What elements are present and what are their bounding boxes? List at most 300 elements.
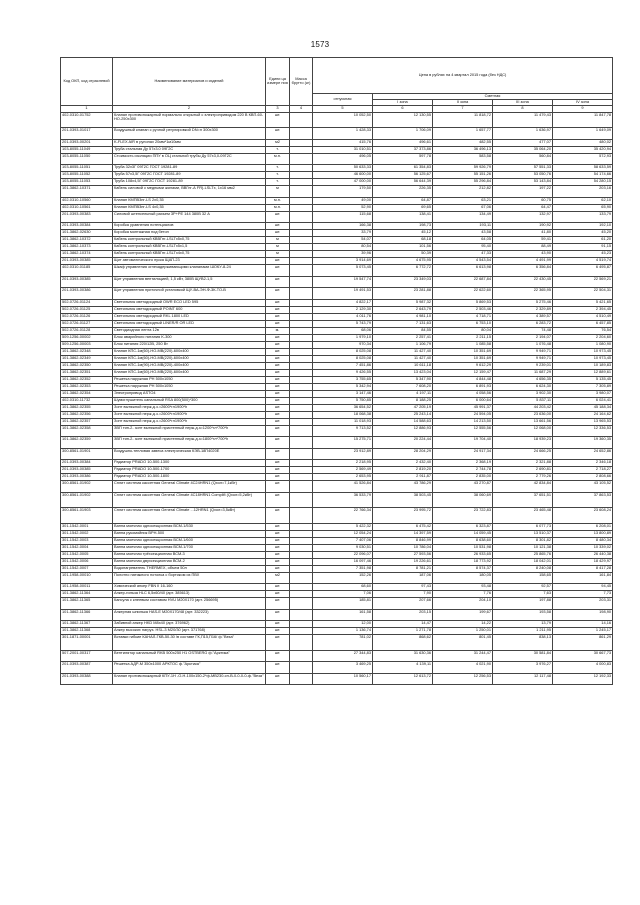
cell-zone-4-price: 19 360,35 [553,437,613,449]
cell-zone-1-price: 496,61 [373,139,433,146]
cell-unit: шт. [266,383,290,390]
cell-zone-3-price: 4 491,99 [493,258,553,265]
cell-name: Анкер высоких нагруз. HSL-3 M20/30 (арт. 371768) [113,628,266,635]
cell-zone-2-price: 2 835,00 [433,474,493,481]
cell-code: 402-0310-10561 [61,204,113,211]
cell-release-price: 7 407,06 [313,537,373,544]
cell-zone-2-price: 801,45 [433,635,493,651]
cell-zone-2-price: 14 213,50 [433,418,493,425]
cell-mass [290,204,313,211]
cell-zone-4-price: 24 164,62 [553,411,613,418]
cell-code: 101-3862-02353 [61,383,113,390]
table-row [61,320,613,327]
table-row [61,492,613,508]
cell-mass [290,565,313,572]
cell-zone-3-price: 1 211,95 [493,628,553,635]
cell-release-price: 7,06 [313,591,373,598]
cell-unit: м2 [266,139,290,146]
cell-unit: шт. [266,313,290,320]
table-row [61,211,613,223]
table-row [61,153,613,165]
header-estimate-price: Сметная [373,94,613,100]
cell-name: Клапан КМПВ3нг-LS 4х0,35 [113,204,266,211]
cell-unit: м [266,237,290,244]
cell-mass [290,146,313,153]
cell-code: 101-3862-11367 [61,621,113,628]
cell-zone-2-price: 2 503,46 [433,306,493,313]
cell-mass [290,153,313,165]
cell-mass [290,492,313,508]
cell-zone-2-price: 8 574,37 [433,565,493,572]
cell-code: 509-1256-00002 [61,334,113,341]
cell-zone-4-price: 61,20 [553,237,613,244]
cell-zone-4-price: 203,31 [553,598,613,610]
cell-zone-2-price: 6 891,93 [433,383,493,390]
cell-zone-2-price: 212,82 [433,186,493,198]
cell-zone-1-price: 207,66 [373,598,433,610]
cell-release-price: 161,58 [313,609,373,621]
cell-mass [290,258,313,265]
cell-code: 101-3862-02630 [61,230,113,237]
header-mass: Масса брутто (кг) [290,58,313,106]
cell-zone-2-price: 80,04 [433,327,493,334]
cell-zone-3-price: 2 321,88 [493,460,553,467]
cell-name: Блок аварийного питания K-300 [113,334,266,341]
cell-zone-2-price: 9 612,29 [433,362,493,369]
cell-mass [290,223,313,230]
cell-zone-3-price: 6 356,84 [493,265,553,277]
cell-unit: м [266,244,290,251]
cell-zone-1-price: 68,18 [373,237,433,244]
cell-code: 402-0310-01752 [61,112,113,128]
cell-name: Ванна моечная односекционная ВСМ-1/530 [113,523,266,530]
cell-zone-2-price: 7,76 [433,591,493,598]
cell-zone-4-price: 37 863,53 [553,492,613,508]
cell-zone-2-price: 24 594,05 [433,411,493,418]
cell-zone-1-price: 27 593,56 [373,551,433,558]
cell-mass [290,621,313,628]
cell-release-price: 2 218,95 [313,460,373,467]
cell-zone-2-price: 36 496,13 [433,146,493,153]
cell-unit: шт. [266,598,290,610]
cell-zone-3-price: 60,75 [493,197,553,204]
cell-zone-4-price: 198,90 [553,609,613,621]
cell-zone-1-price: 14 588,63 [373,418,433,425]
table-row [61,598,613,610]
cell-name: Клапан противопожарный нормально открытый с электроприводом 220 В КВП-60-НО-250х300 [113,112,266,128]
table-row [61,523,613,530]
cell-zone-2-price: 93,48 [433,584,493,591]
cell-code: 101-3862-02349 [61,355,113,362]
cell-unit: шт. [266,474,290,481]
cell-mass [290,112,313,128]
cell-zone-1-price: 38 503,45 [373,492,433,508]
cell-name: Решетка АДР-М 350х1000 АРКТОС ф."Арктика" [113,662,266,674]
cell-code: 101-3862-02357 [61,418,113,425]
table-row [61,341,613,348]
cell-name: Светодиодная лента 12в [113,327,266,334]
cell-mass [290,376,313,383]
cell-zone-4-price: 58 633,59 [553,165,613,172]
cell-unit: шт. [266,558,290,565]
cell-release-price: 7 451,86 [313,362,373,369]
cell-name: Решетка наружная РН 500х1050 [113,383,266,390]
cell-zone-2-price: 11 818,72 [433,112,493,128]
table-row [61,537,613,544]
cell-release-price: 179,50 [313,186,373,198]
cell-zone-2-price: 5 869,53 [433,299,493,306]
cell-zone-3-price: 43,90 [493,251,553,258]
cell-release-price: 1 979,10 [313,334,373,341]
cell-mass [290,383,313,390]
cell-code: 300-8561-01902 [61,492,113,508]
cell-zone-1-price: 64,87 [373,197,433,204]
cell-code: 101-3862-10371 [61,186,113,198]
cell-release-price: 5 750,85 [313,397,373,404]
cell-mass [290,341,313,348]
cell-name: Сплит система кассетная General Climate ...12HRN1 (Qхол=3,5кВт) [113,508,266,524]
cell-mass [290,425,313,437]
cell-mass [290,598,313,610]
cell-zone-3-price: 2 194,07 [493,334,553,341]
cell-name: Радиатор PRADO 10-500-1800 [113,474,266,481]
cell-zone-1-price: 5 987,32 [373,299,433,306]
cell-release-price: 496,05 [313,153,373,165]
cell-zone-3-price: 5 275,46 [493,299,553,306]
cell-release-price: 23 912,89 [313,448,373,460]
cell-zone-4-price: 1 080,90 [553,341,613,348]
cell-name: Ванна моечная односекционная ВСМ-1/700 [113,544,266,551]
cell-release-price: 33,79 [313,230,373,237]
table-row [61,609,613,621]
cell-zone-3-price: 8 301,82 [493,537,553,544]
cell-code: 301-1542-0006 [61,558,113,565]
cell-name: Труба 32х3Г 09Г2С ГОСТ 19281-89 [113,165,266,172]
column-number: 6 [373,105,433,112]
cell-name: Клапан КПС-1м(60)-НО-МВ(220)-600х400 [113,348,266,355]
cell-release-price: 3 755,65 [313,376,373,383]
cell-name: Коробка уравнения потенциалов [113,223,266,230]
cell-code: 103-8055-11053 [61,179,113,186]
cell-code: 101-3862-02359 [61,437,113,449]
cell-zone-2-price: 8 638,60 [433,537,493,544]
cell-name: Шумоглушитель канальный RSA 800(500)*300 [113,397,266,404]
column-number: 7 [433,105,493,112]
cell-name: Клапан КПС-1м(60)-НО-МВ(220)-600х400 [113,355,266,362]
table-row [61,628,613,635]
header-zone-1: I зона [373,99,433,105]
cell-name: Труба стальная Ду 57х3.0 09Г2С [113,146,266,153]
cell-name: Светильник светодиодный RKL 1800 LED [113,313,266,320]
cell-zone-3-price: 88,49 [493,244,553,251]
cell-zone-3-price: 13 510,37 [493,530,553,537]
cell-unit: шт. [266,551,290,558]
cell-zone-4-price: 12 192,33 [553,673,613,685]
cell-mass [290,186,313,198]
cell-zone-3-price: 6 077,73 [493,523,553,530]
table-row [61,179,613,186]
cell-name: Воздушный клапан с ручной регулировкой DN=н 300х300 [113,128,266,140]
cell-zone-1-price: 56 644,39 [373,179,433,186]
cell-unit: шт. [266,635,290,651]
cell-name: Коробка монтажная под бетон [113,230,266,237]
cell-unit: шт. [266,128,290,140]
cell-mass [290,334,313,341]
cell-release-price: 12 054,24 [313,530,373,537]
table-row [61,572,613,584]
table-row [61,635,613,651]
cell-zone-1-price: 14,47 [373,621,433,628]
cell-zone-2-price: 10 351,69 [433,355,493,362]
cell-zone-3-price: 13 661,56 [493,418,553,425]
table-row [61,186,613,198]
cell-zone-1-price: 28 204,29 [373,448,433,460]
cell-zone-4-price: 94,45 [553,584,613,591]
cell-unit: м [266,251,290,258]
cell-unit: шт. [266,508,290,524]
cell-unit: шт. [266,265,290,277]
cell-zone-2-price: 12 159,47 [433,369,493,376]
cell-name: Кабель контрольный КВВГнг-LSLTx5х0,75 [113,237,266,244]
cell-release-price: 31 010,51 [313,146,373,153]
cell-unit: шт. [266,650,290,662]
cell-code: 300-8561-01903 [61,508,113,524]
cell-zone-3-price: 44 203,42 [493,404,553,411]
cell-zone-4-price: 6 457,85 [553,320,613,327]
cell-release-price: 415,76 [313,139,373,146]
cell-mass [290,673,313,685]
cell-zone-3-price: 9 949,71 [493,348,553,355]
cell-release-price: 115,68 [313,211,373,223]
cell-release-price: 3 914,69 [313,258,373,265]
cell-zone-4-price: 6 024,41 [553,397,613,404]
cell-code: 101-3862-02348 [61,348,113,355]
cell-code: 201-0393-00388 [61,673,113,685]
column-number-row [61,105,613,112]
cell-release-price: 36 654,52 [313,404,373,411]
cell-zone-2-price: 14,22 [433,621,493,628]
cell-name: Воздушно-тепловая завеса электрическая КЭВ-18П4020Е [113,448,266,460]
cell-release-price: 50 633,33 [313,165,373,172]
cell-release-price: 9 426,55 [313,369,373,376]
cell-zone-2-price: 23 722,83 [433,508,493,524]
cell-zone-4-price: 133,79 [553,211,613,223]
cell-zone-3-price: 18 939,23 [493,437,553,449]
cell-zone-1-price: 8 846,99 [373,537,433,544]
table-row [61,172,613,179]
table-row [61,223,613,230]
cell-zone-4-price: 5 421,65 [553,299,613,306]
cell-code: 300-8561-01902 [61,481,113,493]
cell-zone-1-price: 1 706,09 [373,128,433,140]
cell-name: Кабель силовой с медными жилами, ВВГнг-А FR)-LSLTx, 1х16 мм2 [113,186,266,198]
table-row [61,474,613,481]
cell-name: K-FLEX AIR в рулонах 20мм*1м10мм [113,139,266,146]
table-row [61,265,613,277]
cell-name: Капсула с клеевым составом HVU M20X170 (арт. 256695) [113,598,266,610]
cell-zone-2-price: 95,40 [433,244,493,251]
cell-code: 101-3862-11366 [61,609,113,621]
table-row [61,460,613,467]
header-zone-2: II зона [433,99,493,105]
cell-release-price: 5 422,32 [313,523,373,530]
cell-unit: шт. [266,404,290,411]
cell-unit: шт. [266,112,290,128]
cell-zone-3-price: 41,80 [493,230,553,237]
cell-zone-2-price: 64,05 [433,237,493,244]
cell-code: 101-3862-02352 [61,376,113,383]
cell-mass [290,299,313,306]
cell-mass [290,530,313,537]
table-row [61,397,613,404]
table-row [61,362,613,369]
cell-mass [290,172,313,179]
cell-name: Забивной анкер HKD M8х40 (арт. 376962) [113,621,266,628]
cell-zone-4-price: 7,73 [553,591,613,598]
cell-zone-4-price: 23 608,24 [553,508,613,524]
cell-release-price: 781,02 [313,635,373,651]
cell-code: 101-3862-11368 [61,628,113,635]
cell-zone-2-price: 4 543,54 [433,258,493,265]
cell-unit: шт. [266,376,290,383]
cell-name: Клапан КМПВ3нг-LS 2х0,35 [113,197,266,204]
cell-mass [290,313,313,320]
column-number: 2 [113,105,266,112]
cell-zone-1-price: 25 243,14 [373,411,433,418]
cell-zone-2-price: 22 622,60 [433,288,493,300]
cell-zone-1-price: 23 281,88 [373,288,433,300]
cell-release-price: 1 428,33 [313,128,373,140]
cell-code: 101-3862-10372 [61,237,113,244]
cell-mass [290,355,313,362]
table-row [61,390,613,397]
cell-unit: м.п. [266,153,290,165]
cell-zone-2-price: 2 211,15 [433,334,493,341]
cell-zone-3-price: 190,92 [493,223,553,230]
cell-name: Кабель контрольный КВВГнг-LSLTx5х1,5 [113,244,266,251]
cell-mass [290,237,313,244]
table-row [61,146,613,153]
cell-name: ЗВП тип-2- зонт вытяжной пристенный нерж.д.з=1800*гл*700*h [113,437,266,449]
cell-release-price: 16 097,46 [313,558,373,565]
cell-release-price: 5 073,45 [313,265,373,277]
cell-release-price: 185,81 [313,598,373,610]
cell-release-price: 47 000,00 [313,179,373,186]
cell-release-price: 8 025,08 [313,355,373,362]
cell-name: Клапан противопожарный КПУ-1Н -О-Н-100х150-2*ф-МВ230-сн-В-0-0-0-0-ф."Веза" [113,673,266,685]
cell-zone-3-price: 197,22 [493,186,553,198]
cell-zone-4-price: 4 519,74 [553,258,613,265]
cell-name: Светильник светодиодный LINER/R OR LED [113,320,266,327]
cell-name: ЗВП тип-2- зонт вытяжной пристенный нерж.д.з=1200*гл*700*h [113,425,266,437]
cell-zone-3-price: 9 239,01 [493,362,553,369]
cell-unit: шт. [266,591,290,598]
cell-zone-4-price: 54 174,66 [553,172,613,179]
cell-mass [290,537,313,544]
cell-code: 502-0726-01126 [61,313,113,320]
header-release-price: отпускная [313,94,373,106]
cell-mass [290,306,313,313]
cell-zone-1-price: 10 786,04 [373,544,433,551]
cell-mass [290,320,313,327]
cell-mass [290,584,313,591]
cell-release-price: 9 713,52 [313,425,373,437]
cell-unit: шт. [266,211,290,223]
cell-zone-4-price: 10 973,45 [553,355,613,362]
cell-name: Вентилятор канальный RKB 500х250 H1 OSTBERG ф."Арктика" [113,650,266,662]
cell-name: Химический анкер FBN II 16-160 [113,584,266,591]
cell-zone-3-price: 193,58 [493,609,553,621]
cell-zone-2-price: 193,11 [433,223,493,230]
cell-mass [290,650,313,662]
cell-zone-1-price: 47 205,19 [373,404,433,411]
cell-zone-3-price: 92,57 [493,584,553,591]
cell-zone-3-price: 477,07 [493,139,553,146]
cell-mass [290,362,313,369]
cell-mass [290,390,313,397]
column-number: 3 [266,105,290,112]
cell-code: 301-1542-0003 [61,537,113,544]
cell-zone-4-price: 861,29 [553,635,613,651]
cell-zone-4-price: 91,15 [553,244,613,251]
cell-release-price: 10 560,17 [313,673,373,685]
cell-zone-2-price: 1 657,77 [433,128,493,140]
cell-name: Щит управления вентиляцией, 1,5 кВт, 380В ЩУВ2-1,5 [113,276,266,288]
cell-mass [290,211,313,223]
cell-mass [290,544,313,551]
cell-zone-1-price: 4 981,10 [373,313,433,320]
table-row [61,437,613,449]
cell-zone-1-price: 45,12 [373,230,433,237]
cell-zone-1-price: 23 349,03 [373,276,433,288]
header-name: Наименование материалов и изделий [113,58,266,106]
cell-mass [290,244,313,251]
column-number: 4 [290,105,313,112]
cell-zone-3-price: 23 465,48 [493,508,553,524]
cell-code: 201-0393-00386 [61,474,113,481]
table-row [61,237,613,244]
table-row [61,558,613,565]
cell-unit: шт. [266,662,290,674]
cell-zone-1-price: 13 423,04 [373,369,433,376]
cell-zone-3-price: 8 240,08 [493,565,553,572]
cell-code: 101-3862-10373 [61,244,113,251]
cell-mass [290,404,313,411]
cell-zone-3-price: 2 690,81 [493,467,553,474]
cell-name: Зонт вытяжной нерж.д.з.=2600*гл1900*h [113,418,266,425]
cell-unit: шт. [266,390,290,397]
cell-code: 101-3862-02350 [61,362,113,369]
cell-zone-4-price: 2 204,60 [553,334,613,341]
table-row [61,544,613,551]
cell-code: 402-0310-01185 [61,265,113,277]
cell-zone-1-price: 11 427,40 [373,355,433,362]
cell-zone-3-price: 9 949,71 [493,355,553,362]
cell-release-price: 22 096,07 [313,551,373,558]
cell-zone-3-price: 158,65 [493,572,553,584]
cell-name: Щит управления приточной установкой ЩУ-ВА-ЭН-Ф-3К-ТО-В [113,288,266,300]
table-row [61,251,613,258]
cell-zone-3-price: 197,88 [493,598,553,610]
cell-zone-1-price: 4 675,95 [373,258,433,265]
cell-release-price: 68,06 [313,327,373,334]
cell-unit: шт. [266,355,290,362]
cell-mass [290,609,313,621]
cell-release-price: 166,38 [313,223,373,230]
cell-zone-1-price: 23 995,72 [373,508,433,524]
cell-zone-3-price: 3 976,27 [493,662,553,674]
table-row [61,230,613,237]
